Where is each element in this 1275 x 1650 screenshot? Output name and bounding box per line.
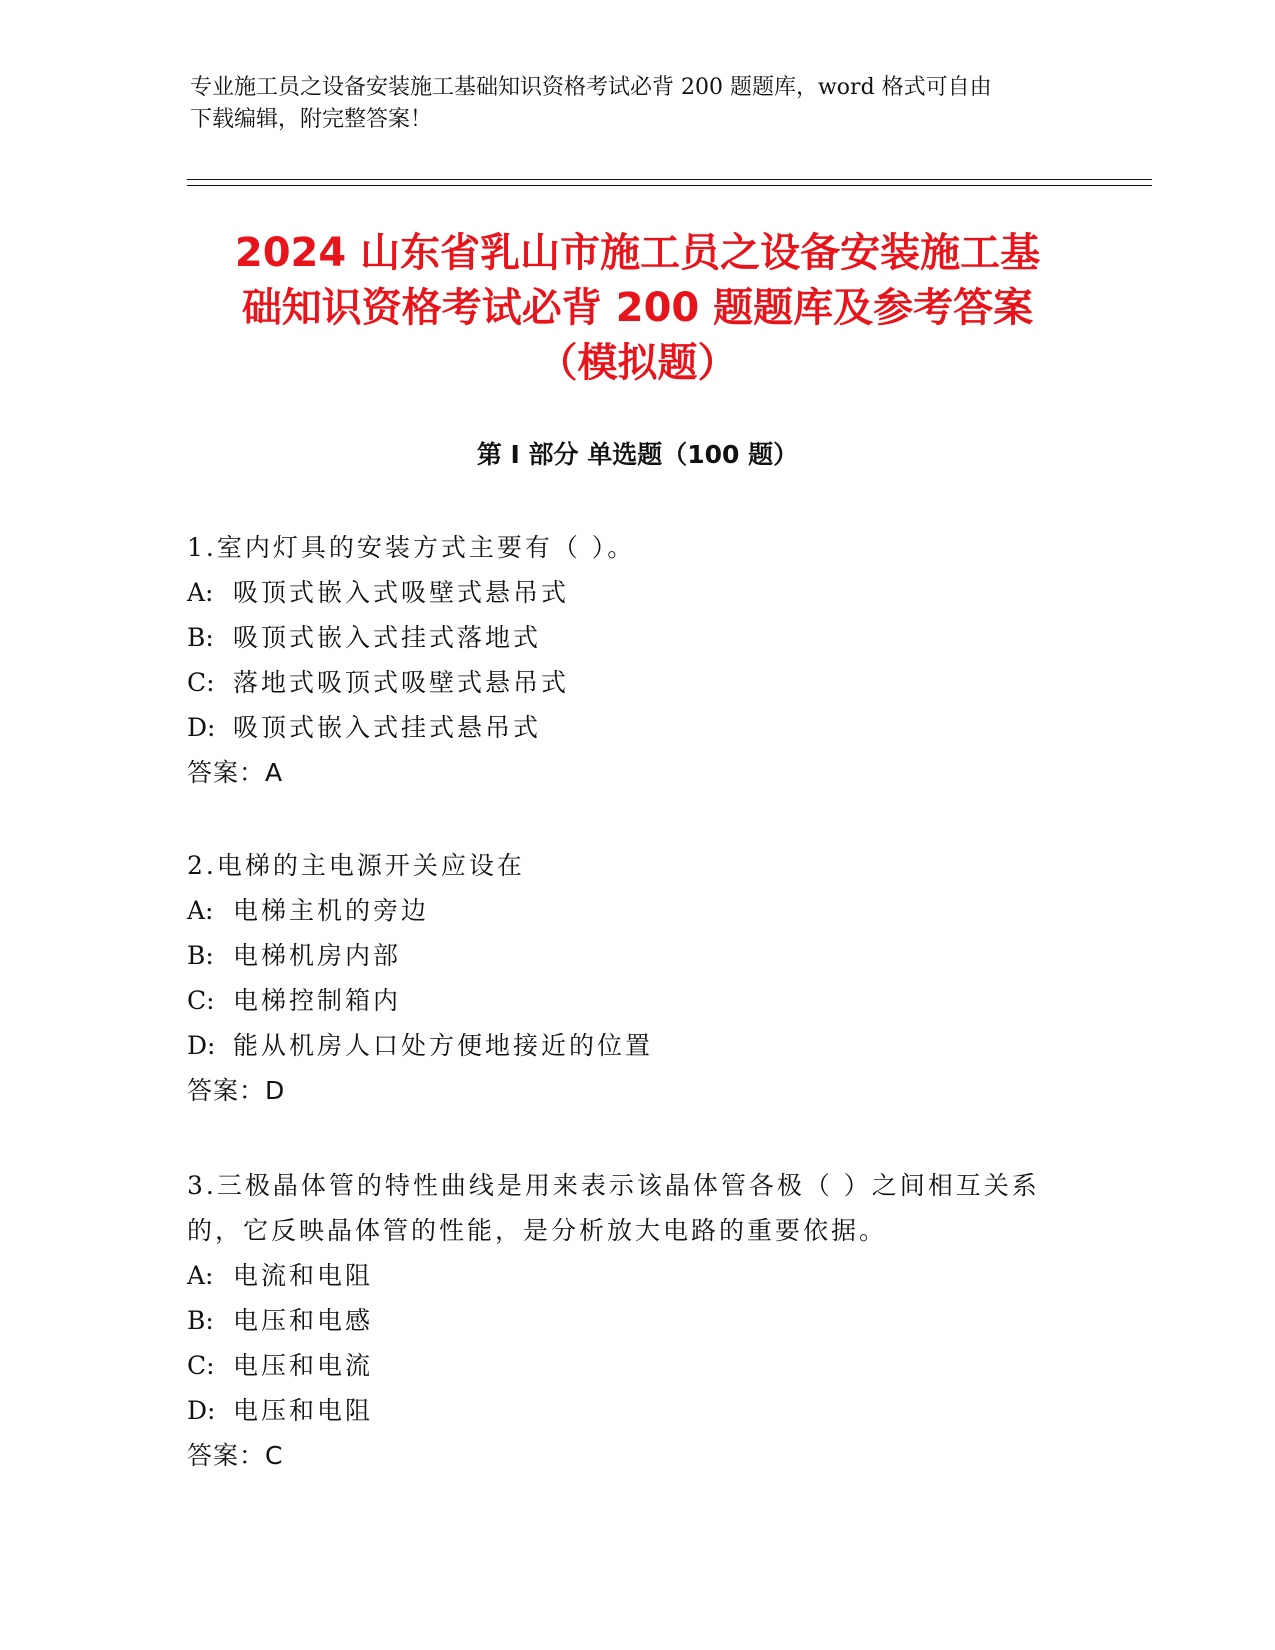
option-b xyxy=(187,615,1087,660)
answer-line: 答案：A xyxy=(187,758,284,787)
option-key: A: xyxy=(187,578,214,607)
title-line: （模拟题） xyxy=(537,340,738,386)
option-d xyxy=(187,1023,1087,1068)
option-text: 电流和电阻 xyxy=(233,1261,374,1290)
header-note-line: 专业施工员之设备安装施工基础知识资格考试必背 200 题题库，word 格式可自由 xyxy=(190,75,992,100)
option-a xyxy=(187,570,1087,615)
option-c xyxy=(187,660,1087,705)
option-b xyxy=(187,933,1087,978)
option-text: 电梯机房内部 xyxy=(233,941,402,970)
title-line: 2024 山东省乳山市施工员之设备安装施工基 xyxy=(234,230,1041,276)
option-key: C: xyxy=(187,986,215,1015)
option-key: D: xyxy=(187,1031,216,1060)
title-line: 础知识资格考试必背 200 题题库及参考答案 xyxy=(241,285,1034,331)
section-title: 第 I 部分 单选题（100 题） xyxy=(476,440,799,469)
option-text: 电压和电感 xyxy=(233,1306,374,1335)
option-key: B: xyxy=(187,623,214,652)
answer-line: 答案：C xyxy=(187,1441,284,1470)
option-d xyxy=(187,705,1087,750)
option-key: A: xyxy=(187,1261,214,1290)
option-key: B: xyxy=(187,941,214,970)
header-note-line: 下载编辑，附完整答案！ xyxy=(190,107,433,132)
option-text: 电压和电流 xyxy=(233,1351,374,1380)
question-stem: 3.三极晶体管的特性曲线是用来表示该晶体管各极（ ）之间相互关系 xyxy=(187,1171,1040,1200)
option-key: C: xyxy=(187,1351,215,1380)
question-stem: 1.室内灯具的安装方式主要有（ ）。 xyxy=(187,533,636,562)
option-text: 吸顶式嵌入式挂式悬吊式 xyxy=(233,713,542,742)
question-stem: 2.电梯的主电源开关应设在 xyxy=(187,851,525,880)
option-text: 吸顶式嵌入式挂式落地式 xyxy=(233,623,542,652)
option-b xyxy=(187,1298,1087,1343)
header-rule-bottom xyxy=(187,185,1152,186)
option-text: 能从机房人口处方便地接近的位置 xyxy=(233,1031,654,1060)
question-2 xyxy=(187,843,1087,1113)
option-key: A: xyxy=(187,896,214,925)
header-rule-top xyxy=(187,179,1152,180)
answer-line: 答案：D xyxy=(187,1076,286,1105)
option-d xyxy=(187,1388,1087,1433)
option-a xyxy=(187,888,1087,933)
document-title xyxy=(150,226,1125,391)
option-key: C: xyxy=(187,668,215,697)
header-note xyxy=(190,72,1090,136)
option-key: B: xyxy=(187,1306,214,1335)
option-key: D: xyxy=(187,713,216,742)
option-text: 电梯控制箱内 xyxy=(233,986,402,1015)
question-3 xyxy=(187,1163,1087,1478)
option-a xyxy=(187,1253,1087,1298)
question-stem-continued: 的，它反映晶体管的性能，是分析放大电路的重要依据。 xyxy=(187,1216,888,1245)
option-c xyxy=(187,978,1087,1023)
question-1 xyxy=(187,525,1087,795)
option-c xyxy=(187,1343,1087,1388)
option-text: 电梯主机的旁边 xyxy=(233,896,430,925)
option-text: 吸顶式嵌入式吸壁式悬吊式 xyxy=(233,578,570,607)
option-text: 电压和电阻 xyxy=(233,1396,374,1425)
option-text: 落地式吸顶式吸壁式悬吊式 xyxy=(233,668,570,697)
option-key: D: xyxy=(187,1396,216,1425)
